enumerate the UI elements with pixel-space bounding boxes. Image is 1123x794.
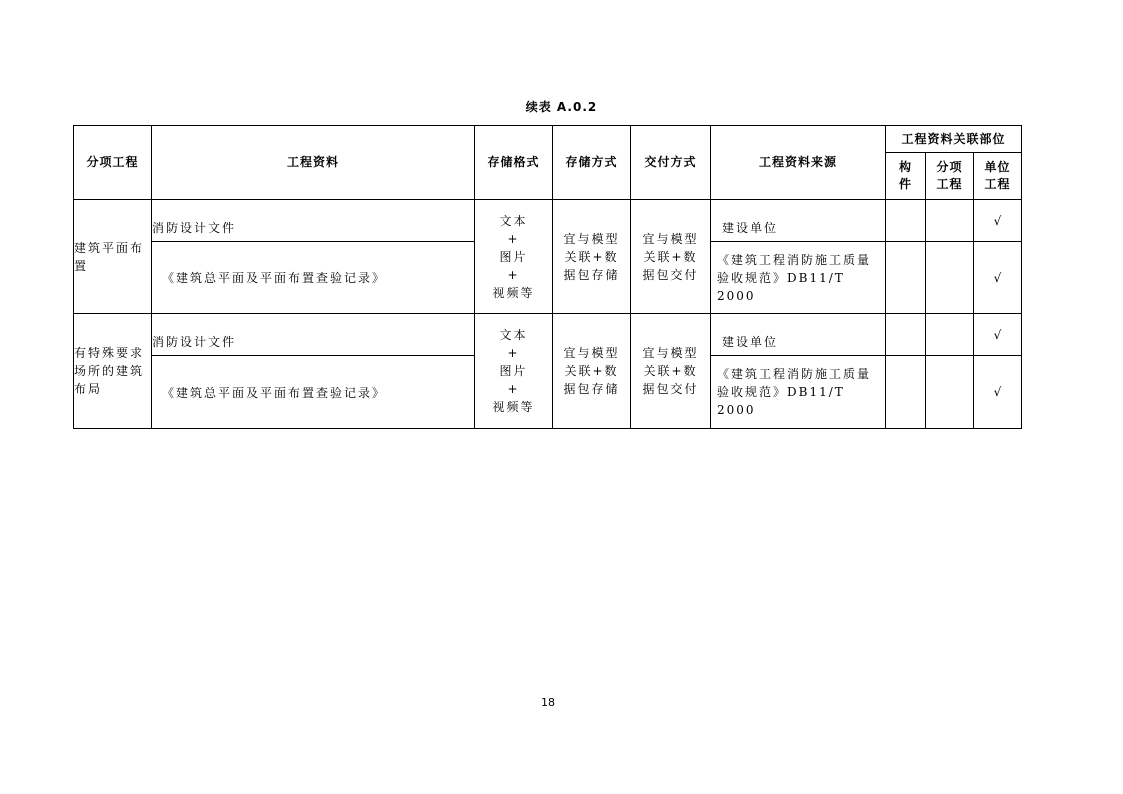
subitem-cell (926, 314, 974, 356)
table-caption: 续表 A.0.2 (525, 100, 598, 114)
table-row (74, 314, 1022, 356)
header-source: 工程资料来源 (711, 126, 886, 200)
page-number: 18 (541, 696, 555, 709)
unit-check-cell: √ (974, 242, 1022, 314)
source-cell: 《建筑工程消防施工质量验收规范》DB11/T 2000 (711, 242, 886, 314)
header-material: 工程资料 (152, 126, 475, 200)
source-cell: 《建筑工程消防施工质量验收规范》DB11/T 2000 (711, 356, 886, 429)
unit-check-cell: √ (974, 356, 1022, 429)
material-cell: 《建筑总平面及平面布置查验记录》 (152, 242, 475, 314)
material-cell: 《建筑总平面及平面布置查验记录》 (152, 356, 475, 429)
header-loc-subitem: 分项工程 (926, 153, 974, 200)
component-cell (886, 356, 926, 429)
table-row (74, 200, 1022, 242)
component-cell (886, 200, 926, 242)
header-loc-component: 构件 (886, 153, 926, 200)
subitem-cell (926, 242, 974, 314)
delivery-method-cell: 宜与模型关联+数据包交付 (631, 314, 711, 429)
header-row (74, 126, 1022, 153)
header-delivery-method: 交付方式 (631, 126, 711, 200)
source-cell: 建设单位 (711, 314, 886, 356)
component-cell (886, 314, 926, 356)
header-loc-unit: 单位工程 (974, 153, 1022, 200)
component-cell (886, 242, 926, 314)
storage-format-cell: 文本 + 图片 + 视频等 (475, 200, 553, 314)
subitem-cell (926, 356, 974, 429)
header-storage-format: 存储格式 (475, 126, 553, 200)
subitem-cell (926, 200, 974, 242)
storage-method-cell: 宜与模型关联+数据包存储 (553, 200, 631, 314)
material-cell: 消防设计文件 (152, 200, 475, 242)
source-cell: 建设单位 (711, 200, 886, 242)
unit-check-cell: √ (974, 200, 1022, 242)
delivery-method-cell: 宜与模型关联+数据包交付 (631, 200, 711, 314)
material-cell: 消防设计文件 (152, 314, 475, 356)
group-name-cell: 建筑平面布置 (74, 200, 152, 314)
group-name-cell: 有特殊要求场所的建筑布局 (74, 314, 152, 429)
storage-format-cell: 文本 + 图片 + 视频等 (475, 314, 553, 429)
header-storage-method: 存储方式 (553, 126, 631, 200)
data-table (73, 125, 1022, 429)
header-location-group: 工程资料关联部位 (886, 126, 1022, 153)
storage-method-cell: 宜与模型关联+数据包存储 (553, 314, 631, 429)
header-subitem: 分项工程 (74, 126, 152, 200)
unit-check-cell: √ (974, 314, 1022, 356)
